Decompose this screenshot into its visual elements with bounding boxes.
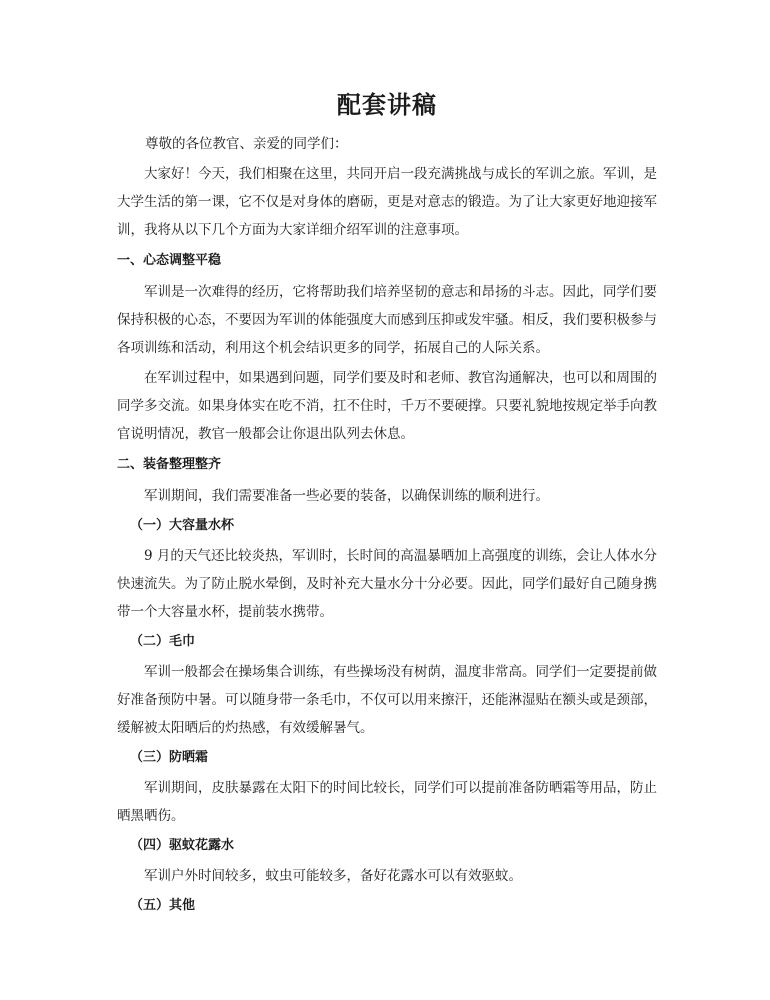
subsection-paragraph: 9 月的天气还比较炎热，军训时，长时间的高温暴晒加上高强度的训练，会让人体水分快速流失。为了防止脱水晕倒，及时补充大量水分十分必要。因此，同学们最好自己随身携带一个大容量水杯，提前装水携带。 [117,548,657,620]
subsection-paragraph: 军训户外时间较多，蚊虫可能较多，备好花露水可以有效驱蚊。 [144,868,522,884]
intro-paragraph: 大家好！今天，我们相聚在这里，共同开启一段充满挑战与成长的军训之旅。军训，是大学生活的第一课，它不仅是对身体的磨砺，更是对意志的锻造。为了让大家更好地迎接军训，我将从以下几个方面为大家详细介绍军训的注意事项。 [117,166,657,238]
page-title: 配套讲稿 [337,90,437,119]
section-heading: 二、装备整理整齐 [117,457,222,472]
section-heading: 一、心态调整平稳 [117,253,222,268]
subsection-paragraph: 军训一般都会在操场集合训练，有些操场没有树荫，温度非常高。同学们一定要提前做好准备预防中暑。可以随身带一条毛巾，不仅可以用来擦汗，还能淋湿贴在额头或是颈部，缓解被太阳晒后的灼热感，有效缓解暑气。 [117,664,657,736]
subsection-heading: （一）大容量水杯 [130,518,235,533]
subsection-heading: （三）防晒霜 [130,750,209,765]
greeting: 尊敬的各位教官、亲爱的同学们： [145,136,348,152]
subsection-heading: （二）毛巾 [130,634,196,649]
subsection-paragraph: 军训期间，皮肤暴露在太阳下的时间比较长，同学们可以提前准备防晒霜等用品，防止晒黑晒伤。 [117,780,657,824]
section-paragraph: 军训是一次难得的经历，它将帮助我们培养坚韧的意志和昂扬的斗志。因此，同学们要保持积极的心态，不要因为军训的体能强度大而感到压抑或发牢骚。相反，我们要积极参与各项训练和活动，利用这个机会结识更多的同学，拓展自己的人际关系。 [117,284,657,356]
subsection-heading: （四）驱蚊花露水 [130,838,235,853]
document-page [117,88,657,922]
section-paragraph: 在军训过程中，如果遇到问题，同学们要及时和老师、教官沟通解决，也可以和周围的同学多交流。如果身体实在吃不消，扛不住时，千万不要硬撑。只要礼貌地按规定举手向教官说明情况，教官一般都会让你退出队列去休息。 [117,370,657,442]
subsection-heading: （五）其他 [130,898,196,913]
section-paragraph: 军训期间，我们需要准备一些必要的装备，以确保训练的顺利进行。 [144,488,549,504]
